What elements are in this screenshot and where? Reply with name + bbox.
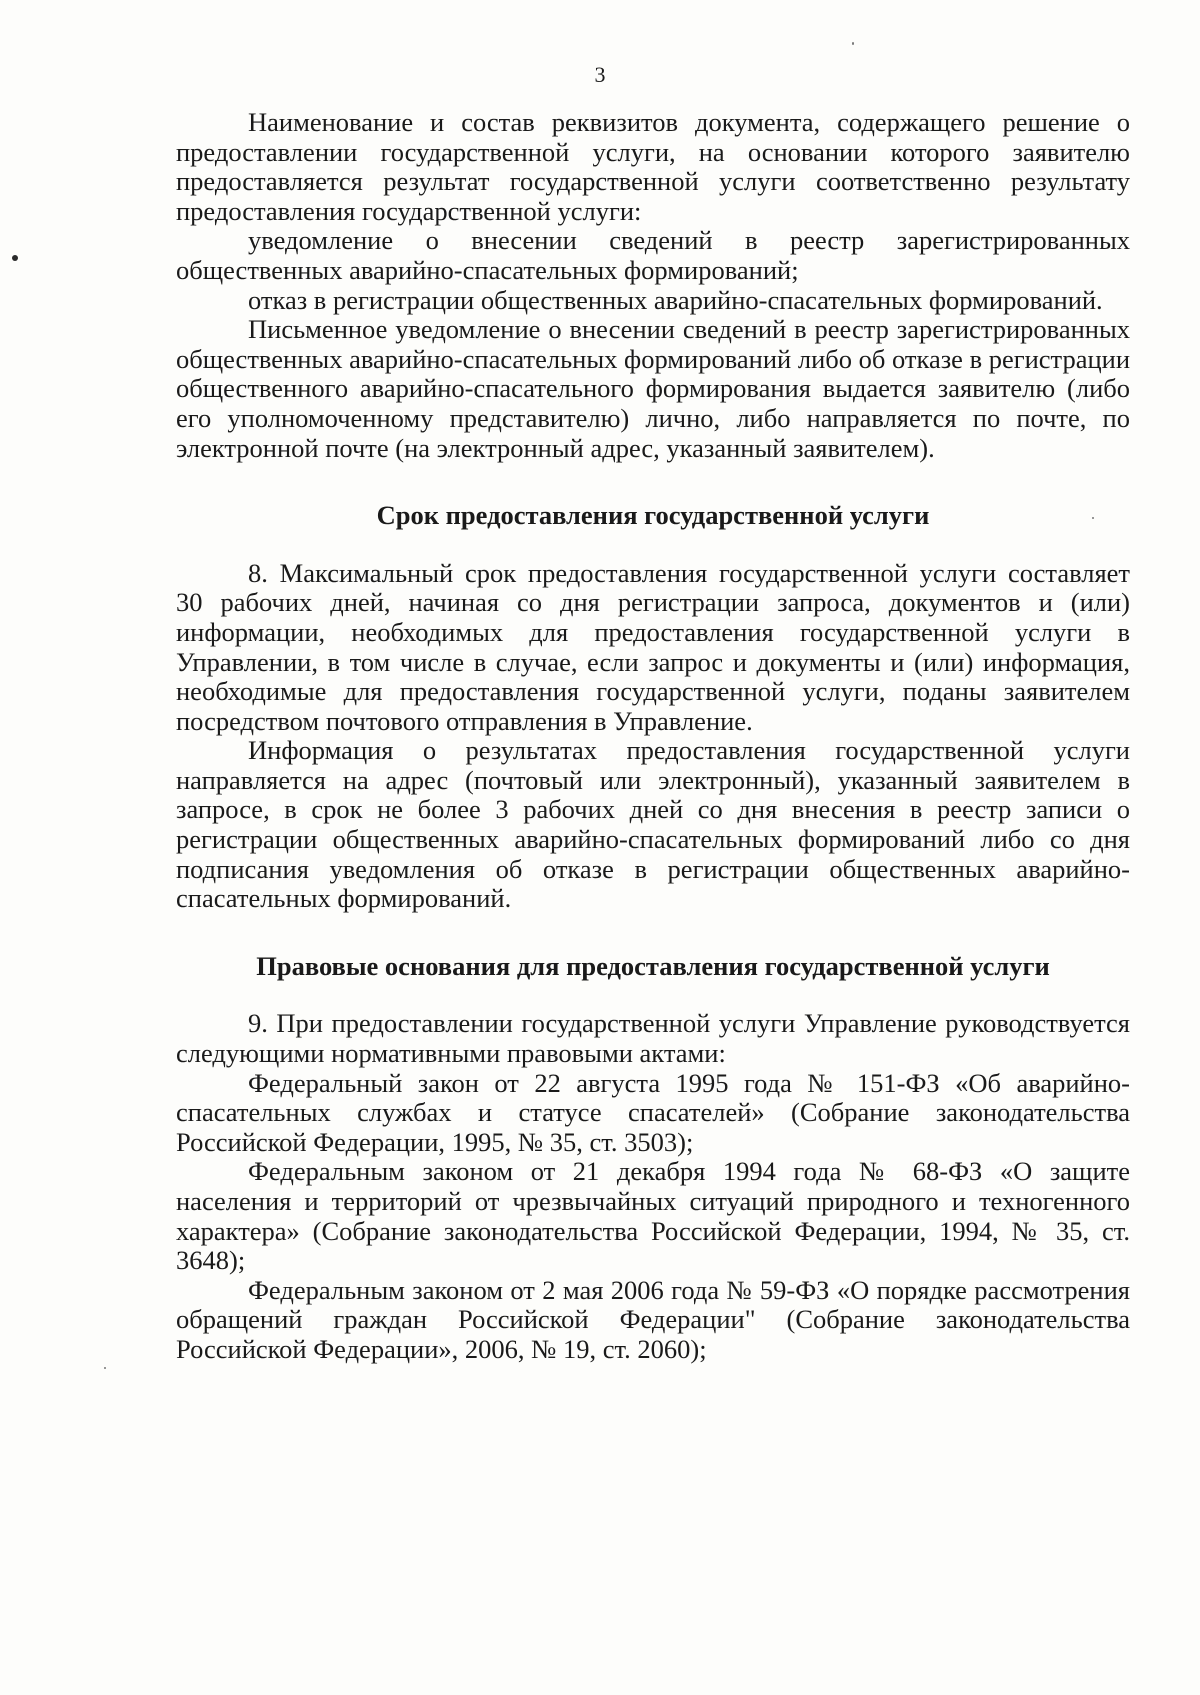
scan-mark bbox=[12, 255, 18, 261]
scan-speck bbox=[852, 42, 854, 45]
heading-service-term: Срок предоставления государственной услуги bbox=[376, 500, 930, 531]
paragraph-result-document: Наименование и состав реквизитов документа, содержащего решение о предоставлении государственной услуги, на основании которого заявителю предоставляется результат государственной услуги соответственно результату предоставления государственной услуги: bbox=[176, 107, 1130, 226]
paragraph-refusal: отказ в регистрации общественных аварийно-спасательных формирований. bbox=[248, 284, 1103, 315]
paragraph-notification: уведомление о внесении сведений в реестр зарегистрированных общественных аварийно-спасательных формирований; bbox=[176, 225, 1130, 285]
paragraph-result-info: Информация о результатах предоставления государственной услуги направляется на адрес (почтовый или электронный), указанный заявителем в запросе, в срок не более 3 рабочих дней со дня внесения в реестр записи о регистрации общественных аварийно-спасательных формирований либо со дня подписания уведомления об отказе в регистрации общественных аварийно-спасательных формирований. bbox=[176, 735, 1130, 914]
document-body bbox=[176, 108, 1130, 1365]
paragraph-max-term: 8. Максимальный срок предоставления государственной услуги составляет 30 рабочих дней, начиная со дня регистрации запроса, документов и (или) информации, необходимых для предоставления государственной услуги в Управлении, в том числе в случае, если запрос и документы и (или) информация, необходимые для предоставления государственной услуги, поданы заявителем посредством почтового отправления в Управление. bbox=[176, 557, 1130, 736]
paragraph-law-59: Федеральным законом от 2 мая 2006 года № 59-ФЗ «О порядке рассмотрения обращений граждан Российской Федерации" (Собрание законодательства Российской Федерации», 2006, № 19, ст. 2060); bbox=[176, 1274, 1130, 1364]
scan-speck bbox=[104, 1367, 106, 1369]
paragraph-law-68: Федеральным законом от 21 декабря 1994 года № 68-ФЗ «О защите населения и территорий от чрезвычайных ситуаций природного и техногенного характера» (Собрание законодательства Российской Федерации, 1994, № 35, ст. 3648); bbox=[176, 1156, 1130, 1276]
paragraph-written-notice: Письменное уведомление о внесении сведений в реестр зарегистрированных общественных аварийно-спасательных формирований либо об отказе в регистрации общественного аварийно-спасательного формирования выдается заявителю (либо его уполномоченному представителю) лично, либо направляется по почте, по электронной почте (на электронный адрес, указанный заявителем). bbox=[176, 314, 1130, 463]
paragraph-legal-acts-intro: 9. При предоставлении государственной услуги Управление руководствуется следующими нормативными правовыми актами: bbox=[176, 1008, 1130, 1069]
page-number: 3 bbox=[594, 62, 606, 87]
heading-legal-basis: Правовые основания для предоставления государственной услуги bbox=[256, 950, 1050, 981]
paragraph-law-151: Федеральный закон от 22 августа 1995 года № 151-ФЗ «Об аварийно-спасательных службах и статусе спасателей» (Собрание законодательства Российской Федерации, 1995, № 35, ст. 3503); bbox=[176, 1067, 1130, 1157]
